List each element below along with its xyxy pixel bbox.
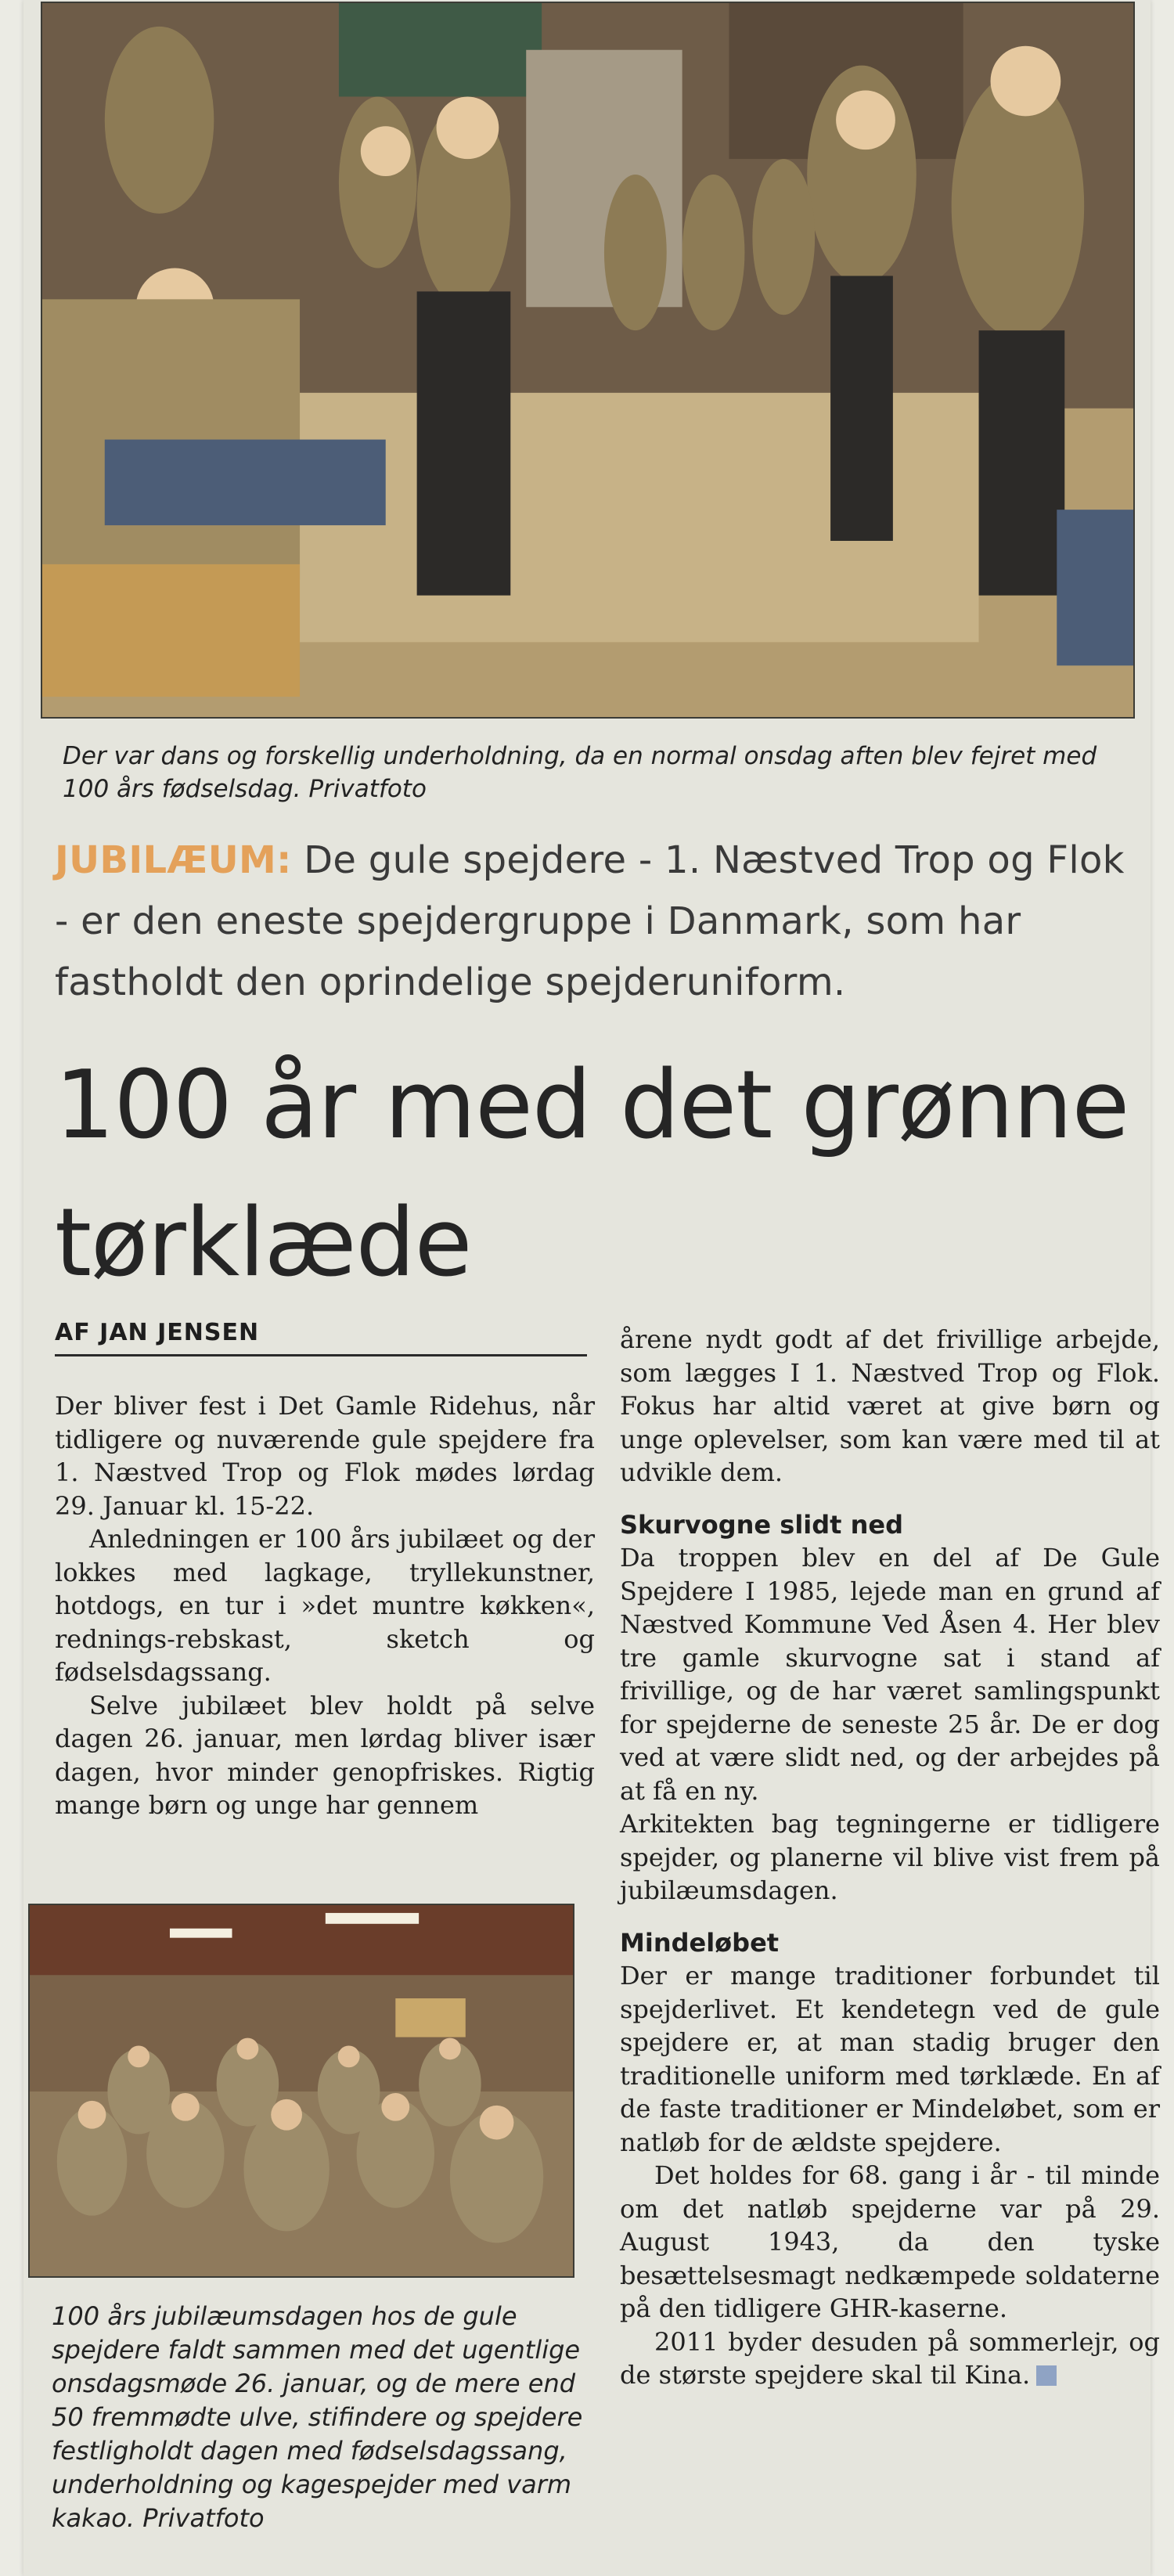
bottom-photo-image (30, 1905, 573, 2276)
article-kicker (55, 830, 1135, 1013)
top-photo-image (42, 3, 1133, 717)
left-paragraph-3: Selve jubilæet blev holdt på selve dagen 26. januar, men lørdag bliver især dagen, hvor minder genopfriskes. Rigtig mange børn og unge har gennem (55, 1690, 595, 1820)
byline (55, 1319, 587, 1356)
section-heading-skurvogne: Skurvogne slidt ned (620, 1509, 903, 1540)
section1-paragraph-2: Arkitekten bag tegningerne er tidligere spejder, og planerne vil blive vist frem på jubilæumsdagen. (620, 1809, 1160, 1905)
section2-paragraph-2: Det holdes for 68. gang i år - til minde om det natløb spejderne var på 29. August 1943, da den tyske besættelsesmagt nedkæmpede soldaterne på den tidligere GHR-kaserne. (620, 2160, 1160, 2323)
section1-paragraph-1: Da troppen blev en del af De Gule Spejdere I 1985, lejede man en grund af Næstved Kommune Ved Åsen 4. Her blev tre gamle skurvogne sat i stand af frivillige, og de har været samlingspunkt for spejderne de seneste 25 år. De er dog ved at være slidt ned, og der arbejdes på at få en ny. (620, 1543, 1160, 1806)
section2-paragraph-3 (620, 2326, 1160, 2392)
end-mark-icon (1036, 2365, 1057, 2386)
headline: 100 år med det grønne tørklæde (55, 1051, 1129, 1298)
left-paragraph-1: Der bliver fest i Det Gamle Ridehus, når tidligere og nuværende gule spejdere fra 1. Næstved Trop og Flok mødes lørdag 29. Januar kl. 15-22. (55, 1391, 595, 1521)
section2-paragraph-3-text: 2011 byder desuden på sommerlejr, og de største spejdere skal til Kina. (620, 2326, 1160, 2390)
section2-paragraph-1: Der er mange traditioner forbundet til spejderlivet. Et kendetegn ved de gule spejdere er, at man stadig bruger den traditionelle uniform med tørklæde. En af de faste traditioner er Mindeløbet, som er natløb for de ældste spejdere. (620, 1961, 1160, 2157)
bottom-photo-caption: 100 års jubilæumsdagen hos de gule spejdere faldt sammen med det ugentlige onsdagsmøde 26. januar, og de mere end 50 fremmødte ulve, stifindere og spejdere festligholdt dagen med fødselsdagssang, underholdning og kagespejder med varm kakao. Privatfoto (52, 2301, 583, 2533)
byline-prefix: AF (55, 1319, 100, 1346)
bottom-photo (28, 1904, 574, 2278)
newspaper-clipping (23, 0, 1160, 2576)
byline-author: JAN JENSEN (99, 1319, 260, 1346)
left-paragraph-2: Anledningen er 100 års jubilæet og der lokkes med lagkage, tryllekunstner, hotdogs, en tur i »det muntre køkken«, rednings-rebskast, sketch og fødselsdagssang. (55, 1524, 595, 1687)
right-intro: årene nydt godt af det frivillige arbejde, som lægges I 1. Næstved Trop og Flok. Fokus har altid været at give børn og unge oplevelser, som kan være med til at udvikle dem. (620, 1324, 1160, 1487)
section-heading-mindeloebet: Mindeløbet (620, 1927, 780, 1958)
top-photo (41, 2, 1135, 719)
kicker-tag: JUBILÆUM: (55, 838, 292, 882)
left-column (55, 1389, 595, 1822)
right-column (620, 1323, 1160, 2392)
kicker-text: De gule spejdere - 1. Næstved Trop og Flok - er den eneste spejdergruppe i Danmark, som har fastholdt den oprindelige spejderuniform. (55, 838, 1125, 1004)
top-photo-caption: Der var dans og forskellig underholdning, da en normal onsdag aften blev fejret med 100 års fødselsdag. Privatfoto (63, 742, 1097, 803)
